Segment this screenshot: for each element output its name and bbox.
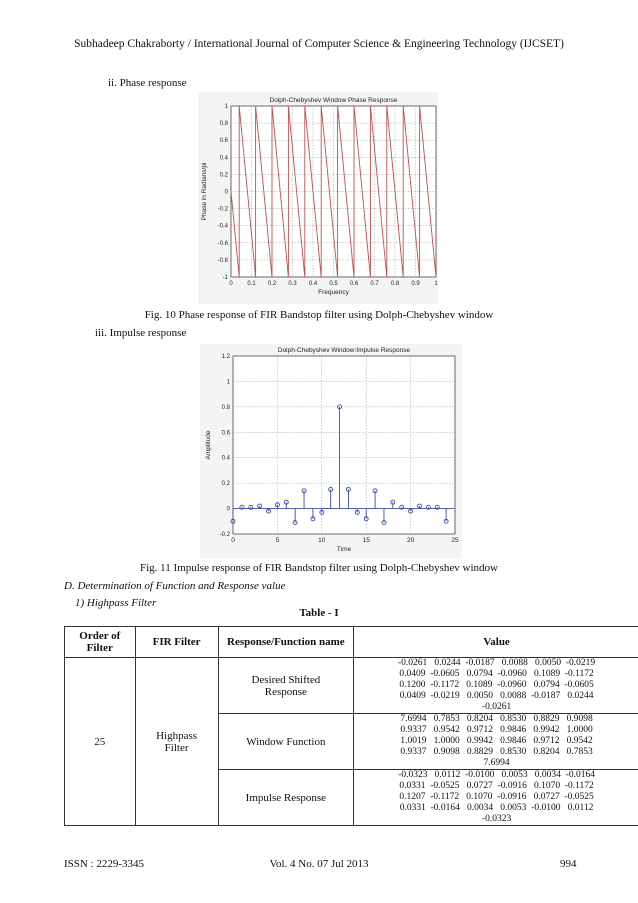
y-tick-label: -0.2 xyxy=(217,206,228,213)
x-tick-label: 0 xyxy=(231,537,235,544)
footer-page-number: 994 xyxy=(560,858,577,870)
order-cell: 25 xyxy=(65,658,136,826)
col-header-response: Response/Function name xyxy=(218,627,354,658)
x-tick-label: 0.4 xyxy=(308,281,318,287)
section-phase-response: ii. Phase response xyxy=(108,77,187,89)
y-tick-label: 0.8 xyxy=(221,404,230,411)
x-tick-label: 10 xyxy=(318,537,326,544)
y-tick-label: 1 xyxy=(226,379,230,386)
x-tick-label: 0.3 xyxy=(288,281,297,287)
y-tick-label: 0 xyxy=(226,506,230,513)
fig11-caption: Fig. 11 Impulse response of FIR Bandstop filter using Dolph-Chebyshev window xyxy=(140,562,498,574)
y-tick-label: 0.4 xyxy=(219,155,228,162)
x-tick-label: 5 xyxy=(275,537,280,544)
y-axis-label: Amplitude xyxy=(205,430,212,460)
y-tick-label: 0.2 xyxy=(221,481,230,488)
y-tick-label: -0.2 xyxy=(219,532,230,538)
y-tick-label: 0.2 xyxy=(219,172,228,179)
table-row xyxy=(65,658,638,714)
values-cell: -0.0323 0.0112 -0.0100 0.0053 0.0034 -0.0164 0.0331 -0.0525 0.0727 -0.0916 0.1070 -0.1172 0.1207 -0.1172 0.1070 -0.0916 0.0727 -0.0525 0.0331 -0.0164 0.0034 0.0053 -0.0100 0.0112 -0.0323 xyxy=(354,770,638,826)
y-tick-label: 0 xyxy=(224,189,228,196)
y-tick-label: 0.6 xyxy=(219,138,228,145)
x-tick-label: 0.5 xyxy=(329,281,338,287)
y-tick-label: -0.4 xyxy=(217,223,228,230)
col-header-fir-filter: FIR Filter xyxy=(135,627,218,658)
phase-response-chart xyxy=(198,92,438,304)
x-tick-label: 25 xyxy=(451,537,459,544)
y-tick-label: -0.6 xyxy=(217,240,228,247)
x-tick-label: 0.1 xyxy=(247,281,256,287)
running-header: Subhadeep Chakraborty / International Journal of Computer Science & Engineering Technology (IJCSET) xyxy=(74,38,564,50)
response-name-cell: Window Function xyxy=(218,714,354,770)
x-tick-label: 20 xyxy=(406,537,415,544)
x-tick-label: 0.2 xyxy=(267,281,277,287)
y-tick-label: 1.2 xyxy=(221,354,230,360)
heading-determination: D. Determination of Function and Response value xyxy=(64,580,286,592)
filter-cell: Highpass Filter xyxy=(135,658,218,826)
footer-issn: ISSN : 2229-3345 xyxy=(64,858,145,870)
fig10-caption: Fig. 10 Phase response of FIR Bandstop filter using Dolph-Chebyshev window xyxy=(144,309,494,321)
x-tick-label: 15 xyxy=(362,537,370,544)
chart-title: Dolph-Chebyshev Window Phase Response xyxy=(269,97,398,104)
y-tick-label: -1 xyxy=(222,275,228,281)
x-tick-label: 0.8 xyxy=(390,281,400,287)
response-name-cell: Impulse Response xyxy=(218,770,354,826)
values-cell: -0.0261 0.0244 -0.0187 0.0088 0.0050 -0.0219 0.0409 -0.0605 0.0794 -0.0960 0.1089 -0.1172 0.1200 -0.1172 0.1089 -0.0960 0.0794 -0.0605 0.0409 -0.0219 0.0050 0.0088 -0.0187 0.0244 -0.0261 xyxy=(354,658,638,714)
y-axis-label: Phase in Radians/pi xyxy=(201,162,208,221)
values-cell: 7.6994 0.7853 0.8204 0.8530 0.8829 0.9098 0.9337 0.9542 0.9712 0.9846 0.9942 1.0000 1.0019 1.0000 0.9942 0.9846 0.9712 0.9542 0.9337 0.9098 0.8829 0.8530 0.8204 0.7853 7.6994 xyxy=(354,714,638,770)
response-name-cell: Desired Shifted Response xyxy=(218,658,354,714)
chart-title: Dolph-Chebyshev Window:Impulse Response xyxy=(277,347,411,354)
heading-highpass: 1) Highpass Filter xyxy=(75,597,157,609)
x-tick-label: 0.6 xyxy=(349,281,359,287)
impulse-response-chart xyxy=(200,344,462,558)
y-tick-label: 0.8 xyxy=(219,121,228,128)
y-tick-label: 0.4 xyxy=(221,455,230,462)
x-tick-label: 1 xyxy=(434,281,438,287)
x-axis-label: Frequency xyxy=(318,289,349,296)
x-axis-label: Time xyxy=(336,546,352,553)
y-tick-label: -0.8 xyxy=(217,257,228,264)
plot-area xyxy=(233,356,455,534)
x-tick-label: 0.9 xyxy=(411,281,420,287)
value-table xyxy=(64,626,638,826)
footer-volume: Vol. 4 No. 07 Jul 2013 xyxy=(269,858,369,870)
section-impulse-response: iii. Impulse response xyxy=(95,327,187,339)
x-tick-label: 0 xyxy=(229,281,233,287)
table-title: Table - I xyxy=(299,607,339,619)
col-header-value: Value xyxy=(354,627,638,658)
y-tick-label: 0.6 xyxy=(221,430,230,437)
col-header-order: Order of Filter xyxy=(65,627,136,658)
table-header-row xyxy=(65,627,638,658)
x-tick-label: 0.7 xyxy=(370,281,379,287)
y-tick-label: 1 xyxy=(224,104,228,110)
